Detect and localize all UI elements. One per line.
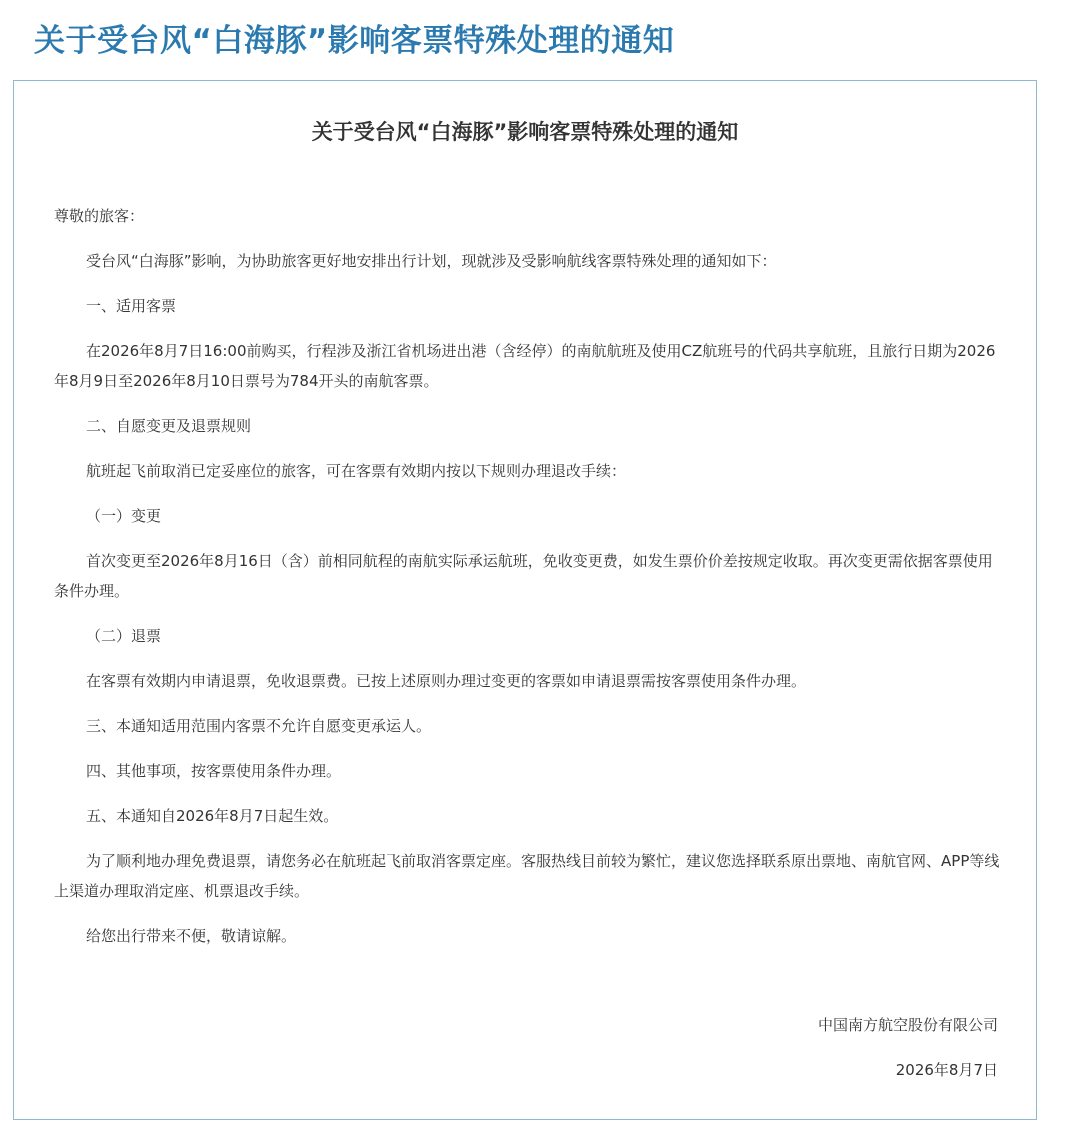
change-paragraph: 首次变更至2026年8月16日（含）前相同航程的南航实际承运航班，免收变更费，如发生票价价差按规定收取。再次变更需依据客票使用条件办理。 xyxy=(54,552,993,600)
applicable-tickets-paragraph: 在2026年8月7日16:00前购买，行程涉及浙江省机场进出港（含经停）的南航航班及使用CZ航班号的代码共享航班，且旅行日期为2026年8月9日至2026年8月10日票号为784开头的南航客票。 xyxy=(54,342,996,390)
section-heading-change-refund-rules: 二、自愿变更及退票规则 xyxy=(86,417,252,435)
notice-title: 关于受台风“白海豚”影响客票特殊处理的通知 xyxy=(311,120,739,144)
greeting: 尊敬的旅客： xyxy=(54,207,145,225)
subsection-heading-refund: （二）退票 xyxy=(86,627,162,645)
section-other-matters: 四、其他事项，按客票使用条件办理。 xyxy=(86,762,342,780)
page-heading: 关于受台风“白海豚”影响客票特殊处理的通知 xyxy=(34,23,675,59)
subsection-heading-change: （一）变更 xyxy=(86,507,162,525)
section-effective-date: 五、本通知自2026年8月7日起生效。 xyxy=(86,807,339,825)
intro-paragraph: 受台风“白海豚”影响，为协助旅客更好地安排出行计划，现就涉及受影响航线客票特殊处理的通知如下： xyxy=(86,252,777,270)
apology-paragraph: 给您出行带来不便，敬请谅解。 xyxy=(86,927,297,945)
section-heading-applicable-tickets: 一、适用客票 xyxy=(86,297,177,315)
section-carrier-change: 三、本通知适用范围内客票不允许自愿变更承运人。 xyxy=(86,717,432,735)
free-refund-tip-paragraph: 为了顺利地办理免费退票，请您务必在航班起飞前取消客票定座。客服热线目前较为繁忙，建议您选择联系原出票地、南航官网、APP等线上渠道办理取消定座、机票退改手续。 xyxy=(54,852,1000,900)
notice-container xyxy=(13,80,1037,1120)
signature-company: 中国南方航空股份有限公司 xyxy=(817,1016,998,1034)
notice-body xyxy=(54,201,1004,951)
refund-paragraph: 在客票有效期内申请退票，免收退票费。已按上述原则办理过变更的客票如申请退票需按客票使用条件办理。 xyxy=(86,672,807,690)
change-refund-rules-paragraph: 航班起飞前取消已定妥座位的旅客，可在客票有效期内按以下规则办理退改手续： xyxy=(86,462,627,480)
signature-date: 2026年8月7日 xyxy=(895,1061,998,1079)
